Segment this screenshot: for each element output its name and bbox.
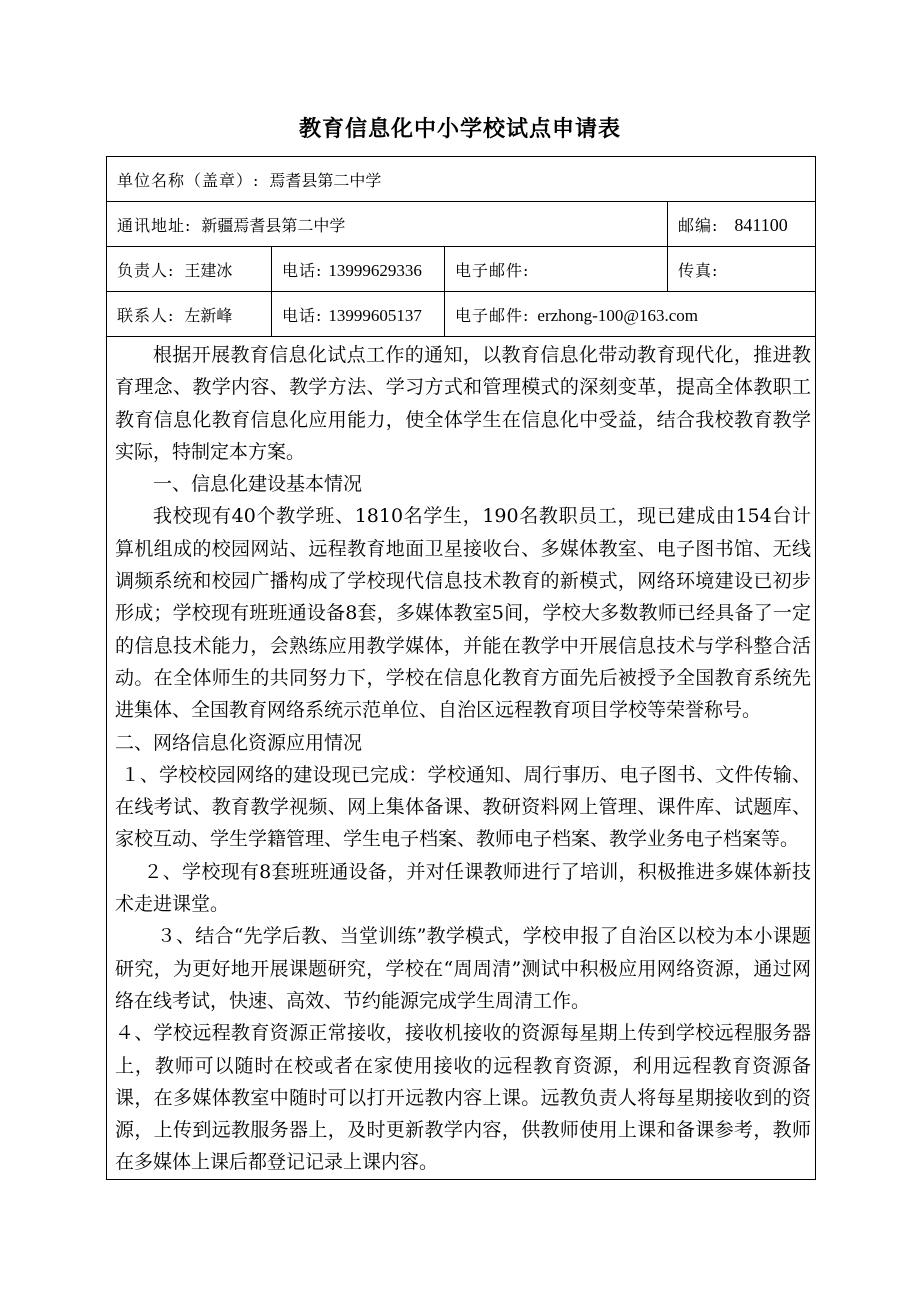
address-label: 通讯地址: [117,215,192,235]
row-contact [107,292,816,337]
row-unit-name [107,157,816,202]
contact-phone-label: 电话: [282,305,323,325]
principal-phone-value: 13999629336 [328,260,422,280]
fax-label: 传真: [678,260,719,280]
principal-phone-cell [272,247,445,292]
principal-phone-label: 电话: [282,260,323,280]
page-title: 教育信息化中小学校试点申请表 [298,116,621,142]
contact-phone-cell [272,292,445,337]
contact-phone-value: 13999605137 [328,305,422,325]
contact-email-cell [445,292,816,337]
contact-cell [107,292,272,337]
postcode-value: 841100 [734,214,788,235]
item-2-paragraph: ２、学校现有8套班班通设备，并对任课教师进行了培训，积极推进多媒体新技术走进课堂。 [115,860,812,916]
contact-label: 联系人: [117,305,175,325]
application-form-table [106,156,816,1180]
section2-heading: 二、网络信息化资源应用情况 [115,731,363,754]
item-3-paragraph: ３、结合“先学后教、当堂训练”教学模式，学校申报了自治区以校为本小课题研究，为更好地开展课题研究，学校在“周周清”测试中积极应用网络资源，通过网络在线考试，快速、高效、节约能源完成学生周清工作。 [115,925,812,1012]
contact-email-label: 电子邮件: [455,305,530,325]
principal-email-label: 电子邮件: [455,260,530,280]
unit-name-cell [107,157,816,202]
contact-email-value: erzhong-100@163.com [537,305,698,325]
row-address [107,202,816,247]
item-1-paragraph: １、学校校园网络的建设现已完成：学校通知、周行事历、电子图书、文件传输、在线考试、教育教学视频、网上集体备课、教研资料网上管理、课件库、试题库、家校互动、学生学籍管理、学生电子档案、教师电子档案、教学业务电子档案等。 [115,763,812,851]
address-cell [107,202,668,247]
unit-name-value: 焉耆县第二中学 [269,170,382,190]
row-body [107,337,816,1180]
principal-value: 王建冰 [184,260,233,280]
row-principal [107,247,816,292]
section1-heading: 一、信息化建设基本情况 [153,473,363,496]
principal-label: 负责人: [117,260,175,280]
principal-cell [107,247,272,292]
principal-email-cell [445,247,668,292]
contact-value: 左新峰 [184,305,233,325]
body-cell [107,337,816,1180]
unit-name-label: 单位名称（盖章）: [117,170,260,190]
item-4-paragraph: ４、学校远程教育资源正常接收，接收机接收的资源每星期上传到学校远程服务器上，教师可以随时在校或者在家使用接收的远程教育资源，利用远程教育资源备课，在多媒体教室中随时可以打开远教内容上课。远教负责人将每星期接收到的资源，上传到远教服务器上，及时更新教学内容，供教师使用上课和备课参考，教师在多媒体上课后都登记记录上课内容。 [115,1022,812,1174]
address-value: 新疆焉耆县第二中学 [201,215,346,235]
postcode-label: 邮编: [678,215,719,235]
fax-cell [668,247,816,292]
postcode-cell [668,202,816,247]
section1-paragraph: 我校现有40个教学班、1810名学生，190名教职员工，现已建成由154台计算机组成的校园网站、远程教育地面卫星接收台、多媒体教室、电子图书馆、无线调频系统和校园广播构成了学校现代信息技术教育的新模式，网络环境建设已初步形成；学校现有班班通设备8套，多媒体教室5间，学校大多数教师已经具备了一定的信息技术能力，会熟练应用教学媒体，并能在教学中开展信息技术与学科整合活动。在全体师生的共同努力下，学校在信息化教育方面先后被授予全国教育系统先进集体、全国教育网络系统示范单位、自治区远程教育项目学校等荣誉称号。 [115,505,812,722]
intro-paragraph: 根据开展教育信息化试点工作的通知，以教育信息化带动教育现代化，推进教育理念、教学内容、教学方法、学习方式和管理模式的深刻变革，提高全体教职工教育信息化教育信息化应用能力，使全体学生在信息化中受益，结合我校教育教学实际，特制定本方案。 [115,344,812,463]
